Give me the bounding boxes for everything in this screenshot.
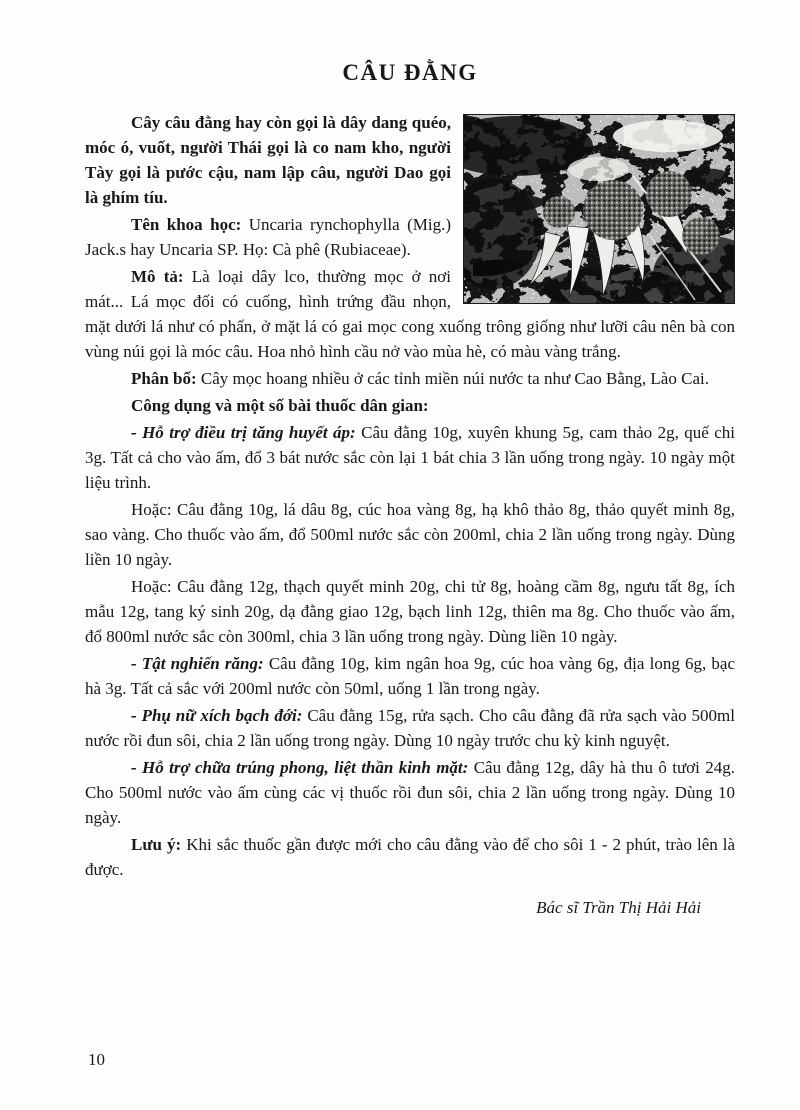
remedy-alternative-2-text: Hoặc: Câu đằng 12g, thạch quyết minh 20g, chi tử 8g, hoàng cầm 8g, ngưu tất 8g, ích mẫu 12g, tang ký sinh 20g, dạ đằng giao 12g, bạch linh 12g, thiên ma 8g. Cho thuốc vào ấm, đổ 800ml nước sắc còn 300ml, chia 3 lần uống trong ngày. Dùng liền 10 ngày.: [85, 577, 735, 646]
remedy-hypertension-paragraph: [85, 420, 735, 495]
remedy-stroke-text: Câu đằng 12g, dây hà thu ô tươi 24g. Cho 500ml nước vào ấm cùng các vị thuốc rồi đun sôi, chia 2 lần uống trong ngày. Dùng 10 ngày.: [85, 758, 735, 827]
scientific-name-text: Uncaria rynchophylla (Mig.) Jack.s hay Uncaria SP. Họ: Cà phê (Rubiaceae).: [85, 215, 451, 259]
distribution-paragraph: [85, 366, 735, 391]
remedy-stroke-label: - Hỗ trợ chữa trúng phong, liệt thần kinh mặt:: [131, 758, 469, 777]
page-content: [85, 60, 735, 920]
remedy-alternative-1-text: Hoặc: Câu đằng 10g, lá dâu 8g, cúc hoa vàng 8g, hạ khô thảo 8g, thảo quyết minh 8g, sao vàng. Cho thuốc vào ấm, đổ 500ml nước sắc còn 200ml, chia 2 lần uống trong ngày. Dùng liền 10 ngày.: [85, 500, 735, 569]
uses-heading-text: Công dụng và một số bài thuốc dân gian:: [131, 396, 429, 415]
remedy-teeth-grinding-text: Câu đằng 10g, kim ngân hoa 9g, cúc hoa vàng 6g, địa long 6g, bạc hà 3g. Tất cả sắc với 200ml nước còn 50ml, uống 1 lần trong ngày.: [85, 654, 736, 698]
note-paragraph: [85, 832, 735, 882]
remedy-teeth-grinding-label: - Tật nghiến răng:: [131, 654, 264, 673]
plant-photo: [463, 114, 735, 304]
remedy-hypertension-text: Câu đằng 10g, xuyên khung 5g, cam thảo 2g, quế chi 3g. Tất cả cho vào ấm, đổ 3 bát nước sắc còn lại 1 bát chia 3 lần uống trong ngày. 10 ngày một liệu trình.: [85, 423, 736, 492]
remedy-leukorrhea-paragraph: [85, 703, 735, 753]
uses-heading: [85, 393, 735, 418]
remedy-alternative-1-paragraph: [85, 497, 735, 572]
remedy-leukorrhea-text: Câu đằng 15g, rửa sạch. Cho câu đằng đã rửa sạch vào 500ml nước rồi đun sôi, chia 2 lần uống trong ngày. Dùng 10 ngày trước chu kỳ kinh nguyệt.: [85, 706, 736, 750]
remedy-leukorrhea-label: - Phụ nữ xích bạch đới:: [131, 706, 303, 725]
description-label: Mô tả:: [131, 267, 184, 286]
remedy-alternative-2-paragraph: [85, 574, 735, 649]
description-text: Là loại dây lco, thường mọc ở nơi mát... Lá mọc đối có cuống, hình trứng đầu nhọn, mặt dưới lá như có phấn, ở mặt lá có gai mọc cong xuống trông giống như lưỡi câu nên bà con vùng núi gọi là móc câu. Hoa nhỏ hình cầu nở vào mùa hè, có màu vàng trắng.: [85, 267, 735, 361]
intro-text: Cây câu đằng hay còn gọi là dây dang quéo, móc ó, vuốt, người Thái gọi là co nam kho, người Tày gọi là pước cậu, nam lập câu, người Dao gọi là ghím tíu.: [85, 113, 451, 207]
note-label: Lưu ý:: [131, 835, 182, 854]
remedy-hypertension-label: - Hỗ trợ điều trị tăng huyết áp:: [131, 423, 356, 442]
note-text: Khi sắc thuốc gần được mới cho câu đằng vào để cho sôi 1 - 2 phút, trào lên là được.: [85, 835, 736, 879]
author-signature: Bác sĩ Trần Thị Hải Hải: [536, 898, 701, 917]
page-number: 10: [88, 1050, 105, 1069]
remedy-teeth-grinding-paragraph: [85, 651, 735, 701]
distribution-label: Phân bố:: [131, 369, 197, 388]
scientific-name-label: Tên khoa học:: [131, 215, 242, 234]
page-title: CÂU ĐẰNG: [342, 60, 478, 85]
distribution-text: Cây mọc hoang nhiều ở các tỉnh miền núi nước ta như Cao Bằng, Lào Cai.: [200, 369, 709, 388]
plant-photo-figure: [463, 114, 735, 304]
remedy-stroke-paragraph: [85, 755, 735, 830]
